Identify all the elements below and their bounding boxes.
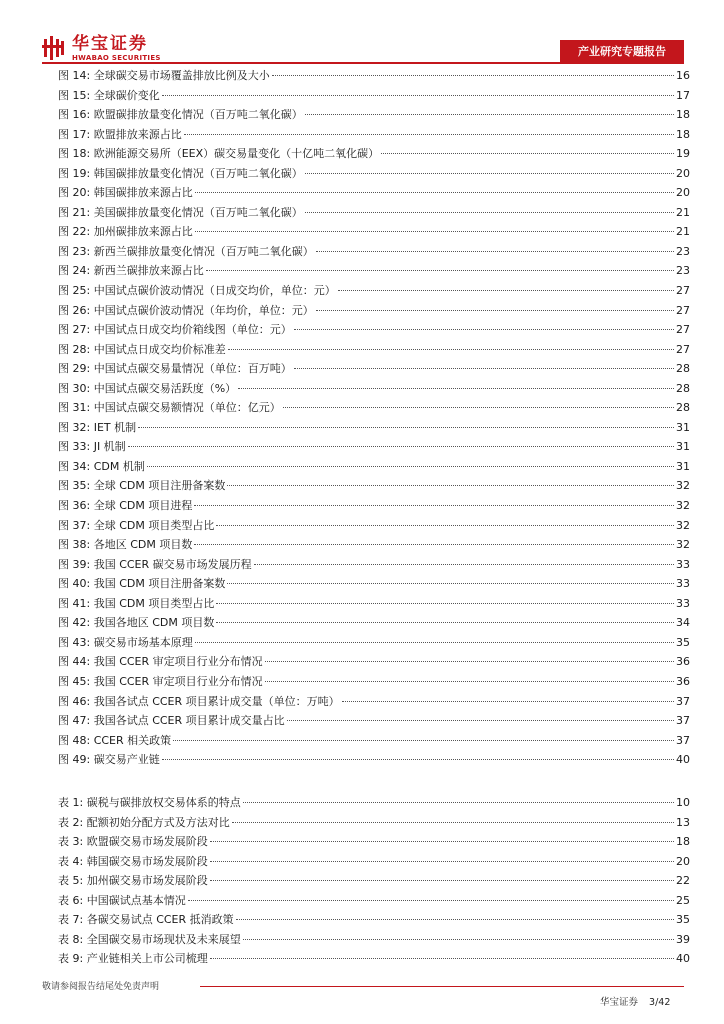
toc-entry-page: 27 [676, 284, 690, 298]
toc-entry-page: 18 [676, 127, 690, 141]
figure-toc-row[interactable] [58, 535, 690, 555]
figure-toc-row[interactable] [58, 672, 690, 692]
toc-entry-page: 20 [676, 186, 690, 200]
toc-entry-page: 19 [676, 147, 690, 161]
figure-toc-row[interactable] [58, 555, 690, 575]
figure-toc-row[interactable] [58, 437, 690, 457]
toc-dot-leader [194, 505, 674, 506]
toc-entry-label: 图 35: 全球 CDM 项目注册备案数 [58, 479, 226, 493]
figure-toc-row[interactable] [58, 652, 690, 672]
toc-entry-label: 图 14: 全球碳交易市场覆盖排放比例及大小 [58, 69, 270, 82]
table-toc-row[interactable] [58, 813, 690, 833]
figure-toc-row[interactable] [58, 496, 690, 516]
toc-entry-label: 图 46: 我国各试点 CCER 项目累计成交量（单位：万吨） [58, 694, 340, 708]
toc-entry-label: 图 44: 我国 CCER 审定项目行业分布情况 [58, 655, 263, 669]
toc-dot-leader [305, 173, 674, 174]
toc-dot-leader [173, 740, 674, 741]
figure-toc-row[interactable] [58, 261, 690, 281]
toc-dot-leader [210, 958, 674, 959]
figure-toc-row[interactable] [58, 359, 690, 379]
toc-entry-label: 图 40: 我国 CDM 项目注册备案数 [58, 577, 226, 591]
toc-entry-page: 27 [676, 323, 690, 337]
table-toc-row[interactable] [58, 871, 690, 891]
toc-entry-page: 40 [676, 952, 690, 965]
toc-entry-label: 图 23: 新西兰碳排放量变化情况（百万吨二氧化碳） [58, 244, 314, 258]
toc-dot-leader [138, 427, 674, 428]
table-list [58, 793, 690, 969]
toc-entry-label: 图 21: 美国碳排放量变化情况（百万吨二氧化碳） [58, 205, 303, 219]
toc-entry-page: 28 [676, 401, 690, 415]
toc-entry-label: 表 5: 加州碳交易市场发展阶段 [58, 874, 208, 887]
page-footer [0, 980, 724, 1024]
table-toc-row[interactable] [58, 891, 690, 911]
toc-entry-label: 图 19: 韩国碳排放量变化情况（百万吨二氧化碳） [58, 166, 303, 180]
toc-entry-page: 21 [676, 225, 690, 239]
logo-brand-cn: 华宝证券 [72, 34, 148, 54]
toc-entry-label: 图 42: 我国各地区 CDM 项目数 [58, 616, 215, 630]
figure-toc-row[interactable] [58, 105, 690, 125]
toc-dot-leader [287, 720, 674, 721]
toc-entry-label: 图 34: CDM 机制 [58, 459, 145, 473]
footer-divider [200, 986, 684, 987]
toc-entry-page: 20 [676, 166, 690, 180]
toc-dot-leader [210, 841, 674, 842]
toc-entry-label: 表 2: 配额初始分配方式及方法对比 [58, 815, 230, 829]
figure-toc-row[interactable] [58, 731, 690, 751]
toc-entry-page: 21 [676, 205, 690, 219]
toc-dot-leader [294, 329, 674, 330]
toc-entry-page: 39 [676, 932, 690, 946]
toc-entry-label: 图 26: 中国试点碳价波动情况（年均价，单位：元） [58, 303, 314, 317]
toc-entry-page: 35 [676, 635, 690, 649]
figure-toc-row[interactable] [58, 750, 690, 770]
logo-brand-en: HWABAO SECURITIES [72, 54, 161, 62]
toc-entry-label: 图 22: 加州碳排放来源占比 [58, 225, 193, 239]
toc-entry-label: 表 4: 韩国碳交易市场发展阶段 [58, 854, 208, 868]
toc-entry-page: 32 [676, 518, 690, 532]
toc-entry-label: 表 1: 碳税与碳排放权交易体系的特点 [58, 796, 241, 809]
toc-entry-label: 表 3: 欧盟碳交易市场发展阶段 [58, 835, 208, 848]
toc-entry-label: 图 45: 我国 CCER 审定项目行业分布情况 [58, 674, 263, 688]
figure-toc-row[interactable] [58, 125, 690, 145]
figure-toc-row[interactable] [58, 457, 690, 477]
toc-entry-label: 表 6: 中国碳试点基本情况 [58, 893, 186, 907]
toc-entry-page: 23 [676, 264, 690, 278]
toc-entry-label: 图 18: 欧洲能源交易所（EEX）碳交易量变化（十亿吨二氧化碳） [58, 147, 380, 161]
toc-entry-page: 18 [676, 835, 690, 848]
toc-dot-leader [147, 466, 674, 467]
figure-toc-row[interactable] [58, 340, 690, 360]
toc-dot-leader [227, 583, 674, 584]
toc-entry-label: 图 41: 我国 CDM 项目类型占比 [58, 596, 215, 610]
toc-dot-leader [216, 603, 674, 604]
company-logo [42, 32, 182, 66]
toc-entry-page: 37 [676, 733, 690, 747]
toc-dot-leader [316, 310, 674, 311]
footer-page-info [600, 996, 670, 1010]
figure-toc-row[interactable] [58, 398, 690, 418]
toc-entry-label: 表 9: 产业链相关上市公司梳理 [58, 952, 208, 965]
toc-entry-page: 20 [676, 854, 690, 868]
toc-dot-leader [162, 759, 674, 760]
toc-dot-leader [272, 75, 674, 76]
toc-entry-label: 图 15: 全球碳价变化 [58, 88, 160, 102]
toc-dot-leader [206, 270, 674, 271]
toc-entry-page: 27 [676, 342, 690, 356]
figure-toc-row[interactable] [58, 476, 690, 496]
toc-entry-label: 图 38: 各地区 CDM 项目数 [58, 538, 193, 552]
toc-entry-label: 图 16: 欧盟碳排放量变化情况（百万吨二氧化碳） [58, 108, 303, 122]
toc-entry-label: 图 30: 中国试点碳交易活跃度（%） [58, 381, 237, 395]
toc-entry-page: 32 [676, 499, 690, 513]
figure-toc-row[interactable] [58, 516, 690, 536]
toc-dot-leader [216, 525, 674, 526]
toc-entry-label: 图 47: 我国各试点 CCER 项目累计成交量占比 [58, 714, 285, 728]
toc-entry-label: 图 49: 碳交易产业链 [58, 753, 160, 767]
figure-toc-row[interactable] [58, 183, 690, 203]
toc-entry-page: 13 [676, 815, 690, 829]
toc-dot-leader [194, 544, 674, 545]
toc-dot-leader [184, 134, 674, 135]
toc-dot-leader [210, 880, 674, 881]
figure-toc-row[interactable] [58, 633, 690, 653]
figure-toc-row[interactable] [58, 66, 690, 86]
figure-toc-row[interactable] [58, 379, 690, 399]
footer-brand: 华宝证券 [600, 997, 639, 1008]
toc-entry-label: 图 39: 我国 CCER 碳交易市场发展历程 [58, 557, 252, 571]
figure-toc-row[interactable] [58, 281, 690, 301]
toc-dot-leader [188, 900, 674, 901]
toc-entry-page: 32 [676, 538, 690, 552]
toc-dot-leader [236, 919, 674, 920]
toc-dot-leader [342, 701, 674, 702]
toc-entry-label: 图 24: 新西兰碳排放来源占比 [58, 264, 204, 278]
toc-entry-page: 34 [676, 616, 690, 630]
toc-entry-label: 图 28: 中国试点日成交均价标准差 [58, 342, 226, 356]
footer-page-number: 3/42 [649, 997, 671, 1008]
toc-dot-leader [265, 681, 674, 682]
toc-entry-page: 36 [676, 655, 690, 669]
toc-entry-page: 37 [676, 694, 690, 708]
table-toc-row[interactable] [58, 852, 690, 872]
hwabao-logo-icon [42, 36, 68, 60]
toc-entry-page: 10 [676, 796, 690, 809]
toc-entry-label: 图 17: 欧盟排放来源占比 [58, 127, 182, 141]
header-divider [42, 62, 684, 64]
figure-toc-row[interactable] [58, 418, 690, 438]
toc-entry-page: 17 [676, 88, 690, 102]
figure-list [58, 66, 690, 770]
figure-toc-row[interactable] [58, 242, 690, 262]
toc-dot-leader [338, 290, 674, 291]
page-header [0, 0, 724, 68]
table-toc-row[interactable] [58, 910, 690, 930]
toc-entry-page: 31 [676, 440, 690, 454]
toc-entry-page: 23 [676, 244, 690, 258]
toc-entry-label: 图 33: JI 机制 [58, 440, 126, 454]
figure-toc-row[interactable] [58, 692, 690, 712]
toc-entry-page: 25 [676, 893, 690, 907]
toc-entry-page: 18 [676, 108, 690, 122]
toc-dot-leader [228, 349, 674, 350]
toc-entry-label: 图 27: 中国试点日成交均价箱线图（单位：元） [58, 323, 292, 337]
footer-disclaimer: 敬请参阅报告结尾处免责声明 [42, 982, 160, 992]
figure-toc-row[interactable] [58, 203, 690, 223]
toc-dot-leader [227, 485, 674, 486]
toc-dot-leader [162, 95, 674, 96]
toc-dot-leader [283, 407, 674, 408]
toc-entry-page: 31 [676, 459, 690, 473]
toc-entry-page: 28 [676, 381, 690, 395]
toc-entry-page: 37 [676, 714, 690, 728]
toc-dot-leader [243, 802, 674, 803]
toc-entry-label: 图 37: 全球 CDM 项目类型占比 [58, 518, 215, 532]
toc-dot-leader [210, 861, 674, 862]
toc-entry-label: 图 25: 中国试点碳价波动情况（日成交均价，单位：元） [58, 284, 336, 298]
toc-entry-label: 图 48: CCER 相关政策 [58, 733, 172, 747]
toc-entry-page: 35 [676, 913, 690, 926]
toc-dot-leader [238, 388, 674, 389]
toc-dot-leader [381, 153, 674, 154]
toc-entry-label: 表 7: 各碳交易试点 CCER 抵消政策 [58, 913, 234, 926]
toc-dot-leader [254, 564, 674, 565]
toc-dot-leader [265, 661, 674, 662]
toc-entry-label: 图 31: 中国试点碳交易额情况（单位：亿元） [58, 401, 281, 415]
figure-toc-row[interactable] [58, 86, 690, 106]
figure-toc-row[interactable] [58, 574, 690, 594]
toc-dot-leader [216, 622, 674, 623]
toc-entry-label: 图 20: 韩国碳排放来源占比 [58, 186, 193, 200]
toc-dot-leader [195, 192, 674, 193]
toc-entry-page: 33 [676, 577, 690, 591]
figure-toc-row[interactable] [58, 144, 690, 164]
toc-entry-page: 36 [676, 674, 690, 688]
figure-toc-row[interactable] [58, 711, 690, 731]
toc-entry-page: 31 [676, 420, 690, 434]
figure-toc-row[interactable] [58, 594, 690, 614]
toc-entry-page: 33 [676, 596, 690, 610]
toc-entry-page: 33 [676, 557, 690, 571]
toc-dot-leader [232, 822, 674, 823]
toc-entry-label: 图 32: IET 机制 [58, 420, 137, 434]
toc-dot-leader [128, 446, 674, 447]
toc-entry-page: 16 [676, 69, 690, 82]
toc-dot-leader [243, 939, 674, 940]
figure-toc-row[interactable] [58, 301, 690, 321]
toc-entry-page: 27 [676, 303, 690, 317]
toc-dot-leader [316, 251, 674, 252]
table-toc-row[interactable] [58, 930, 690, 950]
toc-entry-page: 32 [676, 479, 690, 493]
report-type-badge: 产业研究专题报告 [560, 40, 684, 64]
toc-entry-label: 图 29: 中国试点碳交易量情况（单位：百万吨） [58, 362, 292, 376]
toc-entry-label: 图 43: 碳交易市场基本原理 [58, 635, 193, 649]
figure-toc-row[interactable] [58, 222, 690, 242]
table-toc-row[interactable] [58, 949, 690, 969]
toc-dot-leader [305, 114, 674, 115]
table-toc-row[interactable] [58, 832, 690, 852]
toc-entry-label: 图 36: 全球 CDM 项目进程 [58, 499, 193, 513]
figure-toc-row[interactable] [58, 613, 690, 633]
toc-entry-label: 表 8: 全国碳交易市场现状及未来展望 [58, 932, 241, 946]
table-toc-row[interactable] [58, 793, 690, 813]
figure-toc-row[interactable] [58, 320, 690, 340]
toc-dot-leader [305, 212, 674, 213]
toc-entry-page: 22 [676, 874, 690, 887]
toc-dot-leader [294, 368, 674, 369]
toc-entry-page: 28 [676, 362, 690, 376]
toc-dot-leader [195, 642, 674, 643]
toc-entry-page: 40 [676, 753, 690, 767]
toc-dot-leader [195, 231, 674, 232]
figure-toc-row[interactable] [58, 164, 690, 184]
